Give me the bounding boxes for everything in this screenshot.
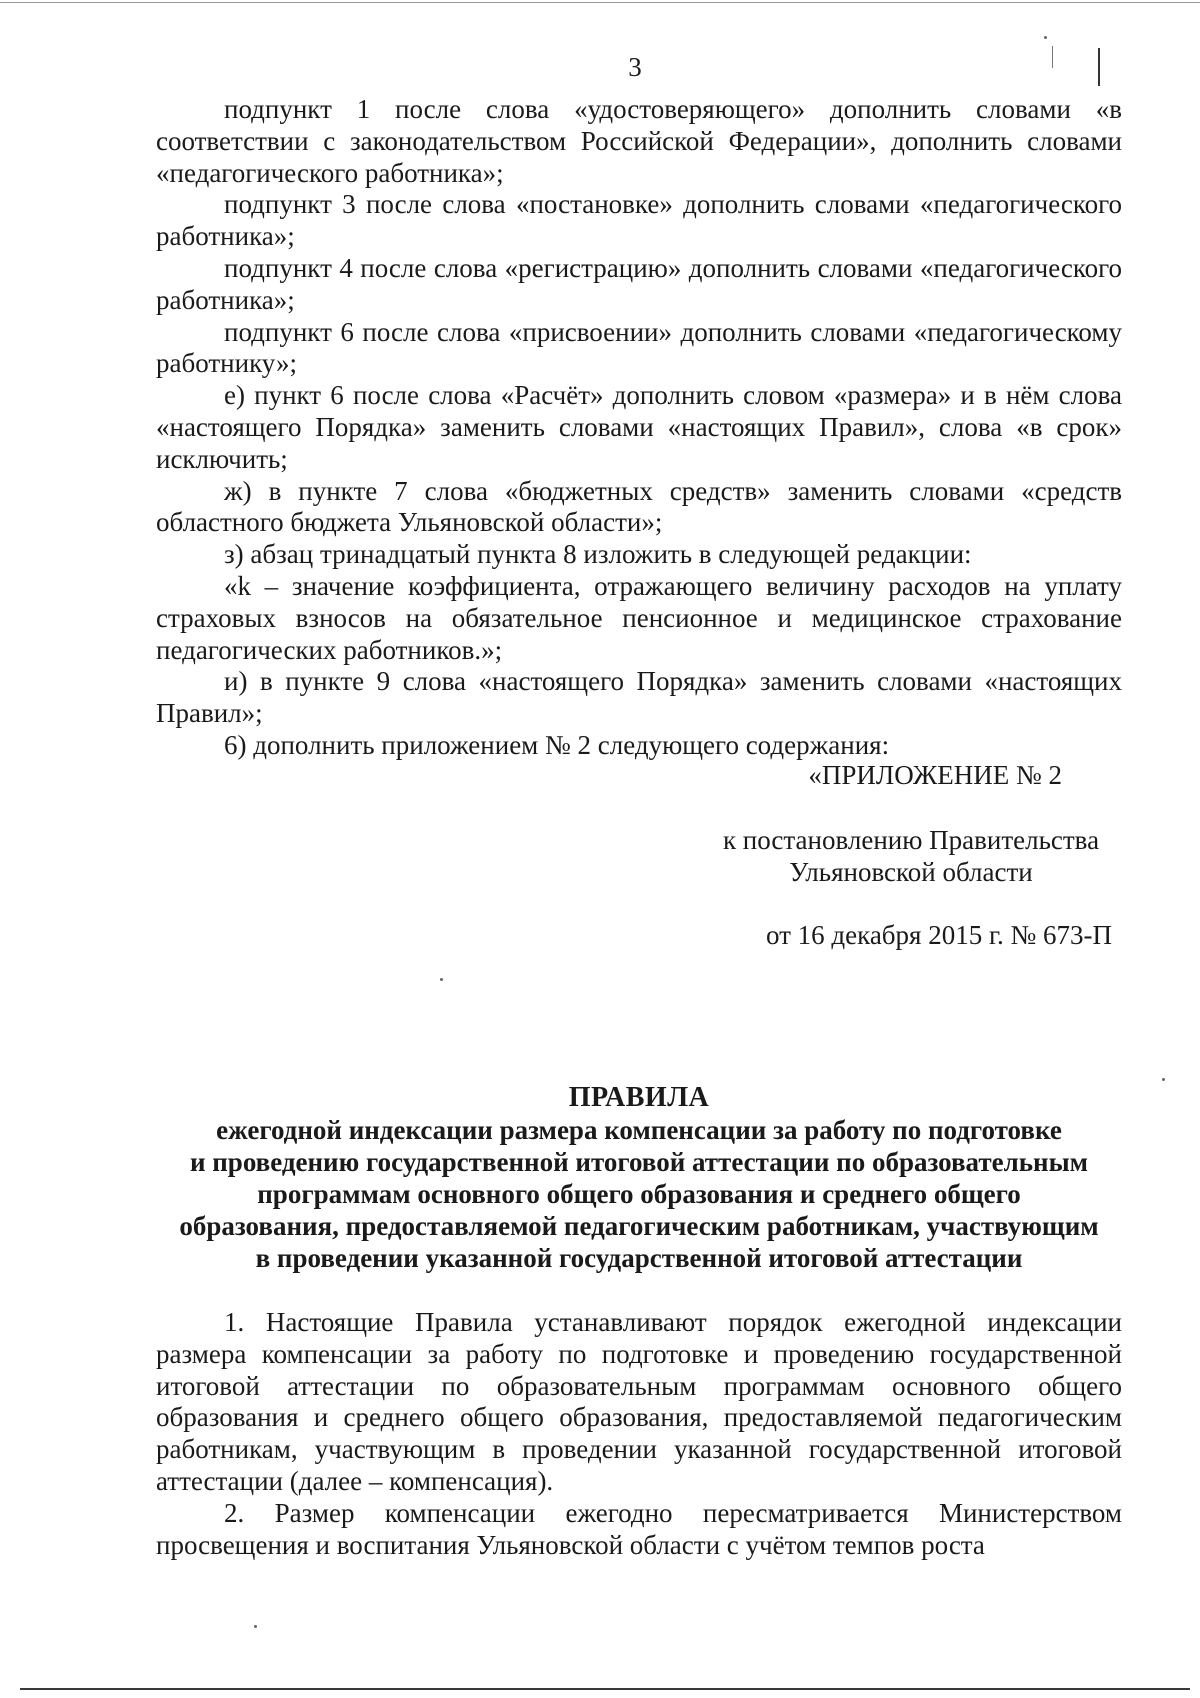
rules-paragraph: 2. Размер компенсации ежегодно пересматривается Министерством просвещения и воспитания Ульяновской области с учётом темпов роста — [156, 1497, 1122, 1560]
amendment-paragraph: подпункт 4 после слова «регистрацию» дополнить словами «педагогического работника»; — [156, 252, 1122, 315]
amendment-paragraph: подпункт 6 после слова «присвоении» дополнить словами «педагогическому работнику»; — [156, 316, 1122, 379]
amendments-text — [156, 94, 1122, 762]
scan-dot — [1162, 1078, 1165, 1081]
scan-dot — [440, 978, 443, 981]
scan-dot — [254, 1625, 257, 1628]
rules-subtitle-line: образования, предоставляемой педагогическим работникам, участвующим — [179, 1211, 1099, 1241]
amendment-paragraph: з) абзац тринадцатый пункта 8 изложить в следующей редакции: — [224, 539, 972, 570]
scan-edge-top — [0, 2, 1200, 3]
rules-subtitle-line: ежегодной индексации размера компенсации за работу по подготовке — [216, 1115, 1062, 1145]
page-number: 3 — [628, 52, 642, 82]
rules-paragraph: 1. Настоящие Правила устанавливают порядок ежегодной индексации размера компенсации за работу по подготовке и проведению государственной итоговой аттестации по образовательным программам основного общего образования и среднего общего образования, предоставляемой педагогическим работникам, участвующим в проведении указанной государственной итоговой аттестации (далее – компенсация). — [156, 1307, 1122, 1496]
amendment-paragraph: подпункт 1 после слова «удостоверяющего» дополнить словами «в соответствии с законодательством Российской Федерации», дополнить словами «педагогического работника»; — [156, 94, 1122, 188]
amendment-paragraph: и) в пункте 9 слова «настоящего Порядка» заменить словами «настоящих Правил»; — [156, 666, 1122, 729]
annex-title: «ПРИЛОЖЕНИЕ № 2 — [808, 760, 1062, 790]
amendment-paragraph: ж) в пункте 7 слова «бюджетных средств» заменить словами «средств областного бюджета Ульяновской области»; — [156, 475, 1122, 538]
rules-heading — [156, 1082, 1122, 1274]
rules-subtitle-line: программам основного общего образования и среднего общего — [257, 1179, 1021, 1209]
annex-to-line2: Ульяновской области — [789, 857, 1033, 887]
rules-text — [156, 1307, 1122, 1561]
annex-date: от 16 декабря 2015 г. № 673-П — [765, 920, 1112, 950]
rules-subtitle-line: в проведении указанной государственной итоговой аттестации — [255, 1243, 1023, 1273]
amendment-paragraph: «k – значение коэффициента, отражающего величину расходов на уплату страховых взносов на обязательное пенсионное и медицинское страхование педагогических работников.»; — [156, 570, 1122, 665]
annex-to-line1: к постановлению Правительства — [722, 825, 1100, 855]
scan-dot — [1044, 36, 1047, 39]
amendment-paragraph: подпункт 3 после слова «постановке» дополнить словами «педагогического работника»; — [156, 189, 1122, 252]
scan-edge-bottom — [20, 1688, 1190, 1690]
rules-subtitle-line: и проведению государственной итоговой аттестации по образовательным — [189, 1147, 1089, 1177]
annex-reference — [700, 824, 1122, 888]
amendment-paragraph: 6) дополнить приложением № 2 следующего содержания: — [224, 729, 890, 760]
amendment-paragraph: е) пункт 6 после слова «Расчёт» дополнить словом «размера» и в нём слова «настоящего Порядка» заменить словами «настоящих Правил», слова «в срок» исключить; — [156, 380, 1122, 474]
rules-title: ПРАВИЛА — [568, 1082, 710, 1113]
